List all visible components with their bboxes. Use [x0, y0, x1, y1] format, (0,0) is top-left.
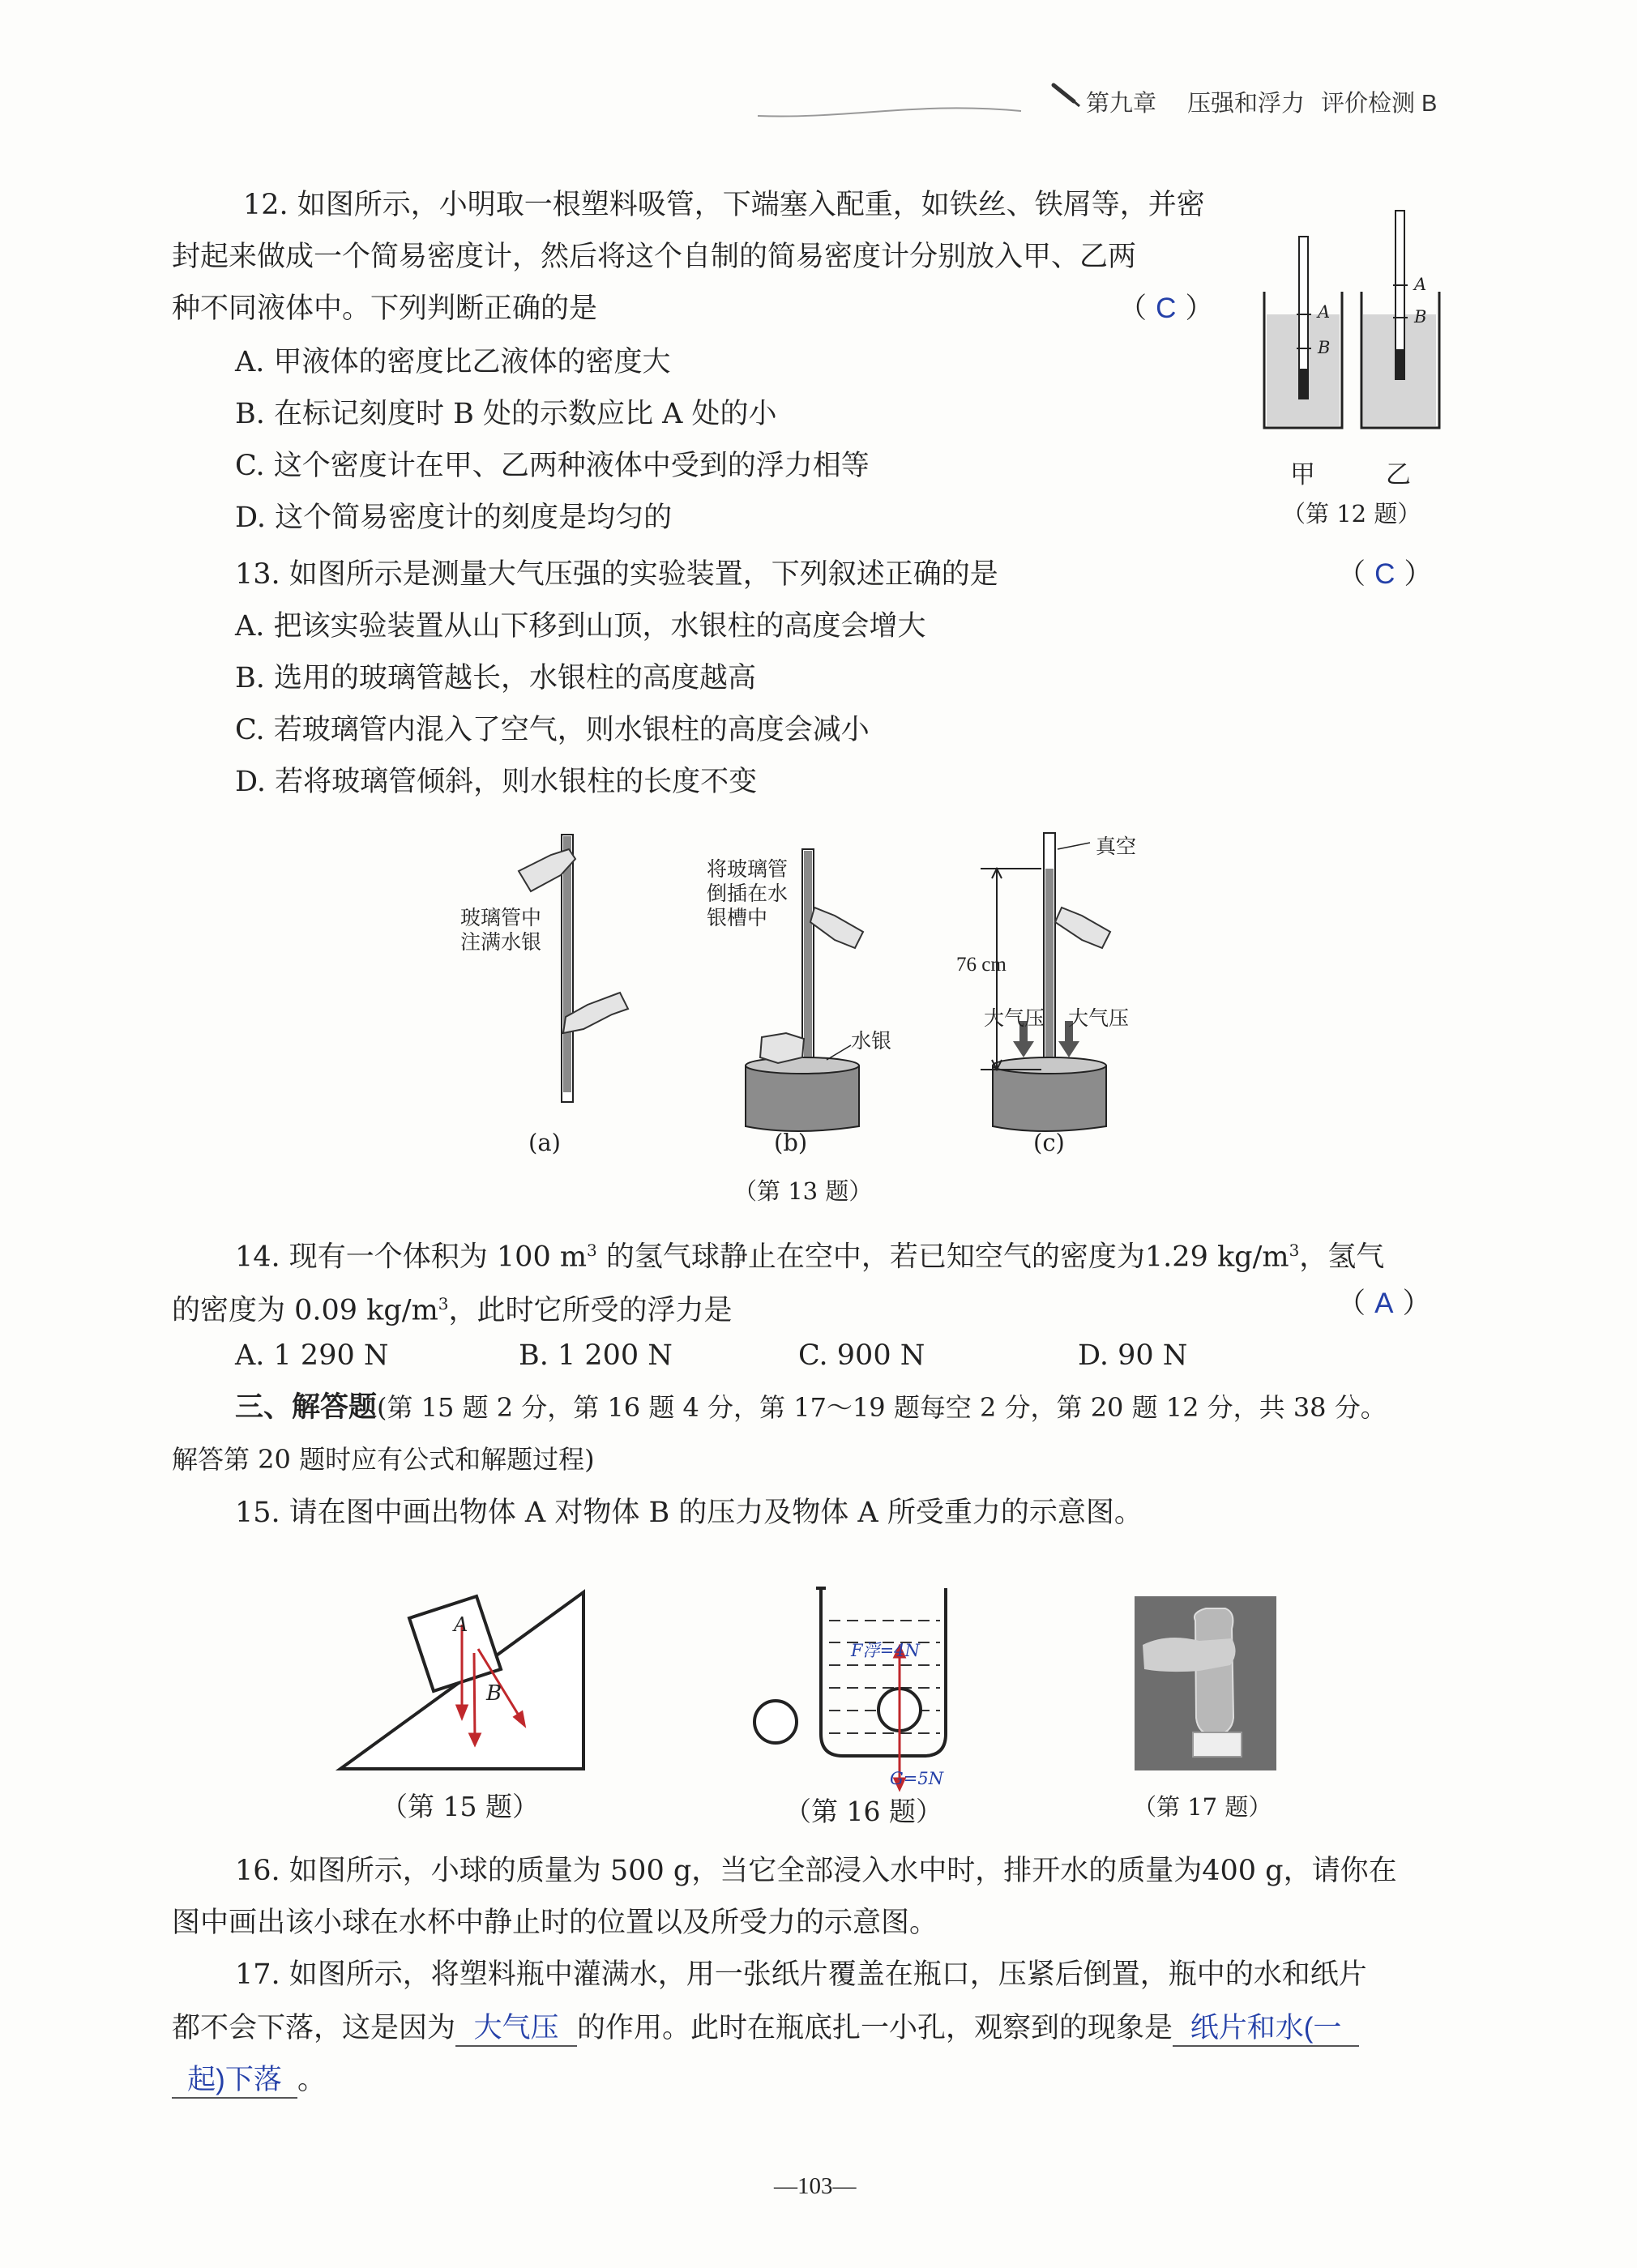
q13-caption: （第 13 题） — [733, 1177, 873, 1205]
q13-sub-b: (b) — [774, 1129, 808, 1156]
q12-stem-line2: 封起来做成一个简易密度计，然后将这个自制的简易密度计分别放入甲、乙两 — [172, 241, 1137, 273]
q12-answer-bracket: （ C ） — [1118, 293, 1214, 325]
q14-stem-line1: 14. 现有一个体积为 100 $m^3$ 的氢气球静止在空中，若已知空气的密度为1.29 $kg/m^3$，氢气 — [235, 1241, 1385, 1274]
q13-option-b: B. 选用的玻璃管越长，水银柱的高度越高 — [235, 662, 756, 694]
q16-caption: （第 16 题） — [784, 1796, 942, 1827]
q13-c-height-label: 76 cm — [956, 954, 1007, 976]
section3-title: 三、解答题 — [235, 1390, 378, 1424]
q13-b-note-line2: 倒插在水 — [707, 882, 789, 905]
header-section: 评价检测 B — [1321, 91, 1438, 117]
header-chapter: 第九章 — [1086, 91, 1157, 117]
q17-stem-line1: 17. 如图所示，将塑料瓶中灌满水，用一张纸片覆盖在瓶口，压紧后倒置，瓶中的水和纸片 — [235, 1958, 1367, 1991]
mercury-trough-b — [746, 1057, 859, 1131]
header-topic: 压强和浮力 — [1187, 91, 1306, 117]
section3-header — [235, 1390, 1387, 1424]
q13-c-vacuum-label: 真空 — [1096, 835, 1137, 858]
q12-option-b: B. 在标记刻度时 B 处的示数应比 A 处的小 — [235, 398, 777, 430]
q13-c-atm-right: 大气压 — [1068, 1006, 1130, 1030]
q13-option-c: C. 若玻璃管内混入了空气，则水银柱的高度会减小 — [235, 714, 870, 746]
q15-stem: 15. 请在图中画出物体 A 对物体 B 的压力及物体 A 所受重力的示意图。 — [235, 1497, 1143, 1529]
q12-mark-b-jia: B — [1318, 338, 1331, 357]
q13-a-note-line2: 注满水银 — [460, 930, 542, 954]
q13-b-mercury-label: 水银 — [851, 1029, 892, 1053]
header-swoosh — [754, 77, 1094, 126]
q13-option-a: A. 把该实验装置从山下移到山顶，水银柱的高度会增大 — [235, 610, 926, 643]
q16-figure — [742, 1568, 1001, 1811]
q12-mark-b-yi: B — [1414, 307, 1427, 327]
q17-stem-line3: 起)下落 。 — [172, 2063, 326, 2099]
q14-answer-bracket: （ A ） — [1337, 1288, 1431, 1320]
q13-option-d: D. 若将玻璃管倾斜，则水银柱的长度不变 — [235, 766, 758, 798]
q14-stem-line2: 的密度为 0.09 $kg/m^3$，此时它所受的浮力是 — [172, 1294, 733, 1327]
q13-answer-bracket: （ C ） — [1337, 558, 1433, 591]
q13-sub-a: (a) — [528, 1129, 561, 1156]
q17-stem-line2: 都不会下落，这是因为 大气压 的作用。此时在瓶底扎一小孔，观察到的现象是 纸片和水(一 — [172, 2011, 1359, 2047]
q12-label-jia: 甲 — [1290, 460, 1315, 489]
pen-icon — [1054, 85, 1074, 101]
paper-card — [1193, 1732, 1242, 1757]
section3-desc-line2: 解答第 20 题时应有公式和解题过程) — [172, 1444, 595, 1475]
beaker-yi — [1361, 211, 1439, 428]
q12-caption: （第 12 题） — [1282, 500, 1421, 527]
hand-icon — [1143, 1638, 1236, 1672]
q12-label-yi: 乙 — [1386, 460, 1411, 489]
ball-icon — [754, 1701, 797, 1743]
q13-c-atm-left: 大气压 — [984, 1006, 1045, 1030]
q15-caption: （第 15 题） — [381, 1791, 539, 1822]
q13-answer: C — [1374, 558, 1396, 590]
q12-answer: C — [1156, 293, 1177, 324]
q12-mark-a-jia: A — [1318, 302, 1331, 322]
q13-a-note-line1: 玻璃管中 — [460, 906, 542, 929]
q12-stem-line1: 12. 如图所示，小明取一根塑料吸管，下端塞入配重，如铁丝、铁屑等，并密 — [243, 189, 1205, 221]
q15-label-b: B — [486, 1681, 502, 1706]
q12-stem-line3: 种不同液体中。下列判断正确的是 — [172, 293, 598, 325]
bottle — [1195, 1608, 1233, 1736]
q12-mark-a-yi: A — [1414, 275, 1427, 294]
q16-gravity-label: G=5N — [890, 1769, 944, 1788]
q14-option-d: D. 90 N — [1078, 1339, 1188, 1372]
q14-option-a: A. 1 290 N — [235, 1339, 389, 1372]
q14-answer: A — [1374, 1288, 1394, 1319]
tube-a — [562, 835, 573, 1102]
q15-figure — [332, 1560, 600, 1787]
mercury-trough-c — [993, 1057, 1106, 1131]
q17-caption: （第 17 题） — [1133, 1793, 1272, 1821]
beaker — [821, 1588, 946, 1756]
q17-blank2-part2: 起)下落 — [172, 2063, 297, 2099]
q12-option-c: C. 这个密度计在甲、乙两种液体中受到的浮力相等 — [235, 450, 870, 482]
q13-b-note-line3: 银槽中 — [707, 906, 768, 929]
q13-sub-c: (c) — [1033, 1129, 1065, 1156]
q13-figure — [454, 826, 1183, 1151]
page-number: —103— — [774, 2173, 857, 2199]
q17-blank2-part1: 纸片和水(一 — [1173, 2011, 1359, 2047]
section3-desc-line1: (第 15 题 2 分，第 16 题 4 分，第 17～19 题每空 2 分，第 20 题 12 分，共 38 分。 — [377, 1392, 1387, 1423]
q16-stem-line1: 16. 如图所示，小球的质量为 500 g，当它全部浸入水中时，排开水的质量为400 g，请你在 — [235, 1855, 1397, 1887]
q14-option-c: C. 900 N — [798, 1339, 925, 1372]
hand-icon-b-bottom — [760, 1033, 804, 1063]
q16-buoyancy-label: F浮=4N — [851, 1641, 920, 1660]
q13-b-note-line1: 将玻璃管 — [707, 857, 789, 881]
beaker-jia — [1264, 237, 1342, 428]
q15-label-a: A — [454, 1613, 468, 1636]
q12-option-d: D. 这个简易密度计的刻度是均匀的 — [235, 502, 673, 534]
q12-option-a: A. 甲液体的密度比乙液体的密度大 — [235, 346, 671, 378]
q17-blank1: 大气压 — [455, 2011, 577, 2047]
q13-stem: 13. 如图所示是测量大气压强的实验装置，下列叙述正确的是 — [235, 558, 998, 591]
hand-icon-b-top — [810, 908, 863, 948]
q17-photo — [1135, 1596, 1276, 1770]
hand-icon-c — [1055, 908, 1110, 948]
q16-stem-line2: 图中画出该小球在水杯中静止时的位置以及所受力的示意图。 — [172, 1907, 938, 1939]
q14-option-b: B. 1 200 N — [519, 1339, 673, 1372]
